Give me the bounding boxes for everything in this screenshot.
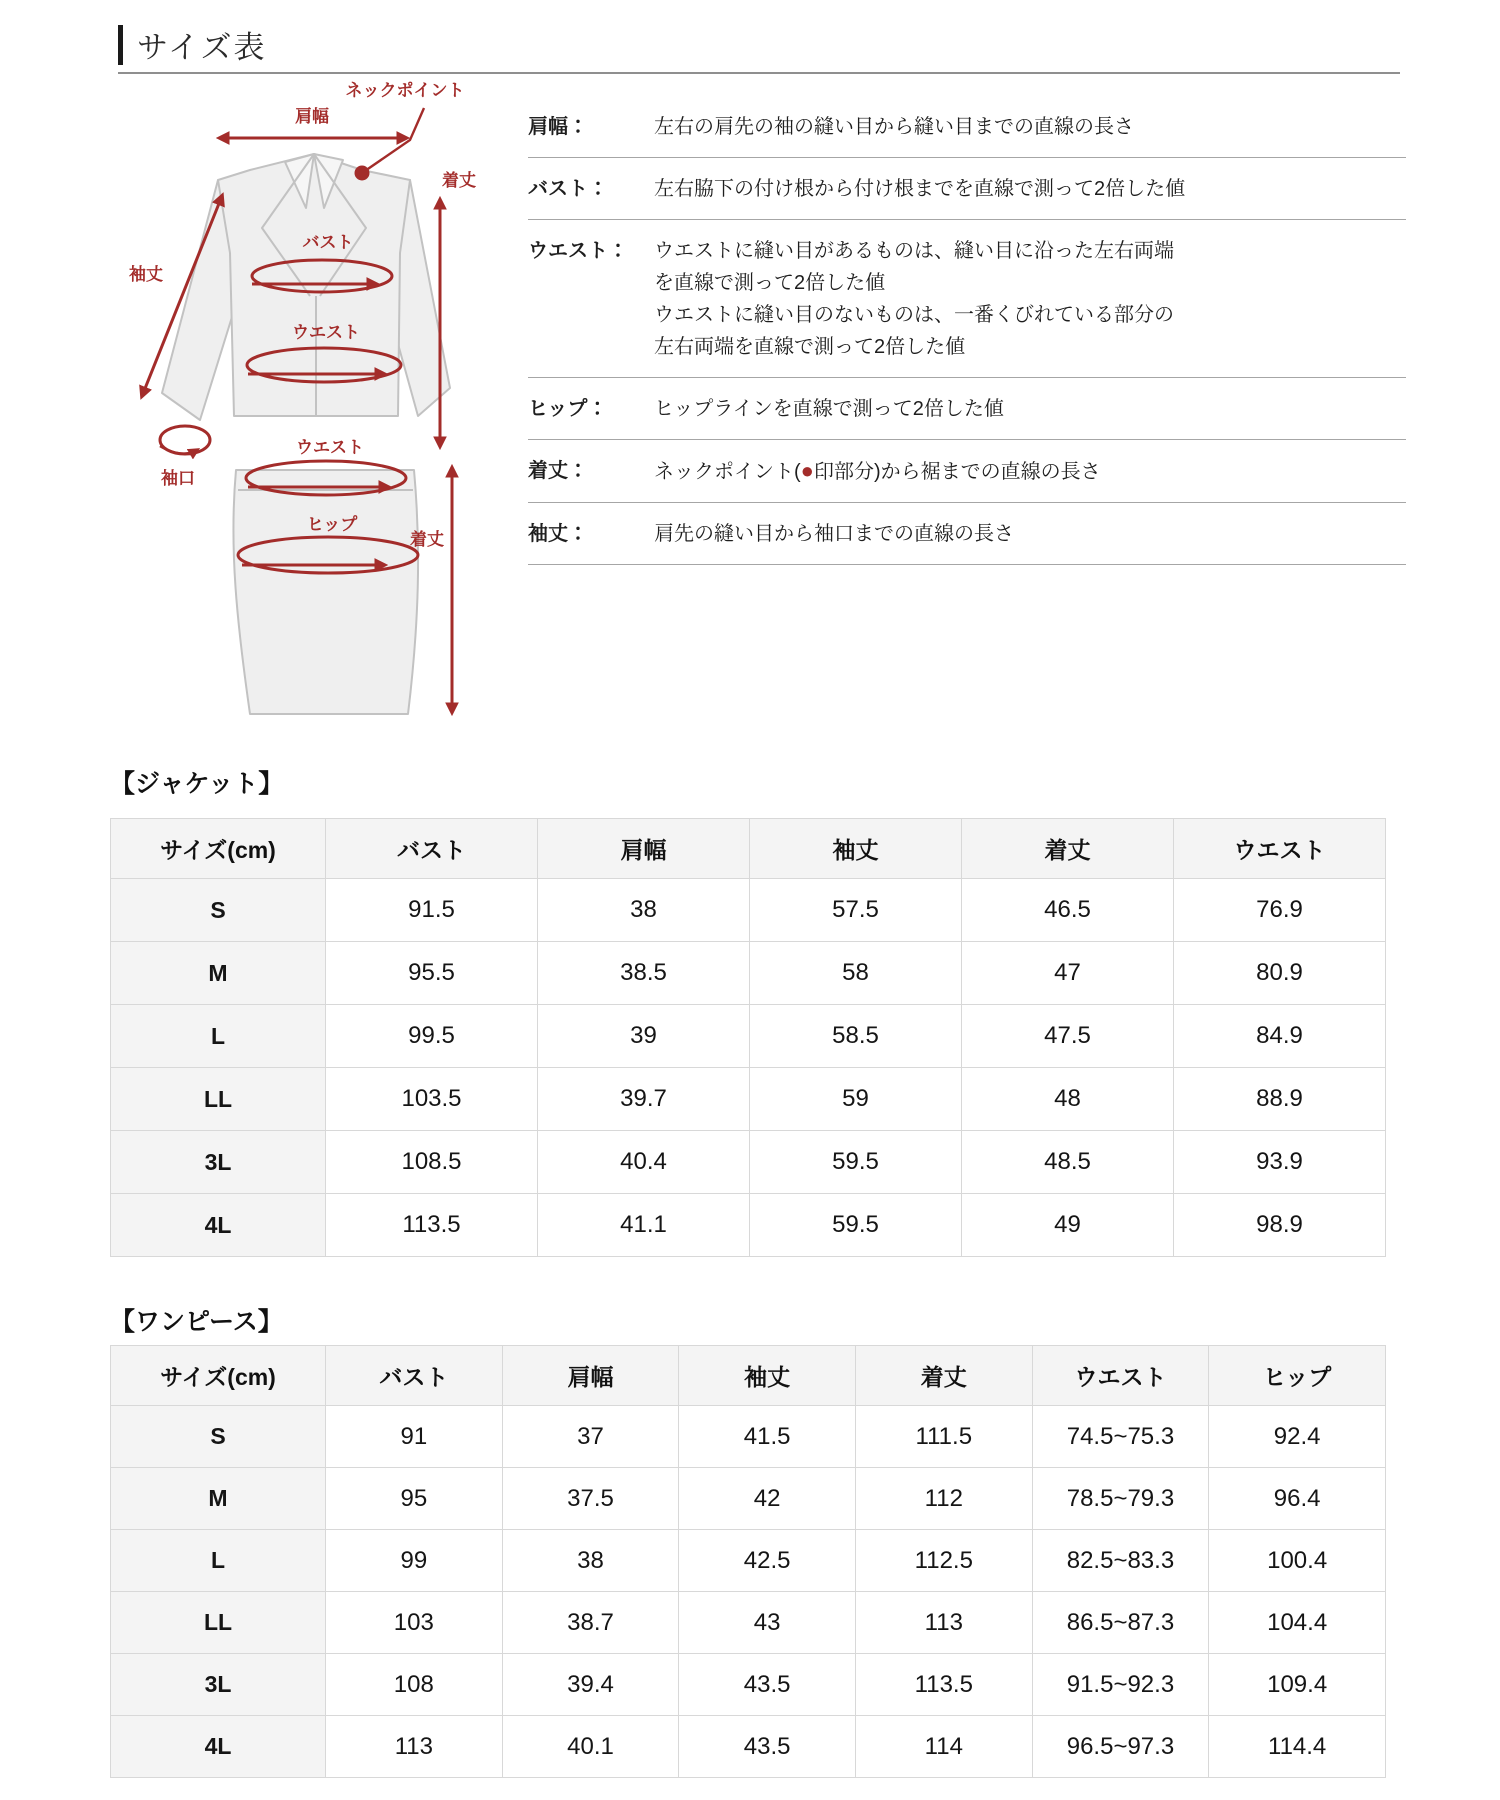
- definition-description: [654, 235, 1406, 363]
- value-cell: 40.4: [538, 1131, 750, 1194]
- title-divider: [118, 72, 1400, 74]
- value-cell: 48.5: [962, 1131, 1174, 1194]
- value-cell: 38: [502, 1530, 679, 1592]
- value-cell: 80.9: [1174, 942, 1386, 1005]
- table-row: [111, 1716, 1386, 1778]
- value-cell: 113: [855, 1592, 1032, 1654]
- definition-row: [528, 220, 1406, 378]
- value-cell: 100.4: [1209, 1530, 1386, 1592]
- definition-row: [528, 378, 1406, 440]
- definition-description: [654, 173, 1406, 205]
- neck-point-leader-line: [362, 108, 424, 173]
- value-cell: 38.5: [538, 942, 750, 1005]
- size-cell: L: [111, 1530, 326, 1592]
- value-cell: 59.5: [750, 1131, 962, 1194]
- jacket-length-label: 着丈: [442, 171, 476, 190]
- value-cell: 47.5: [962, 1005, 1174, 1068]
- value-cell: 93.9: [1174, 1131, 1386, 1194]
- definition-line: 左右の肩先の袖の縫い目から縫い目までの直線の長さ: [654, 116, 1134, 138]
- definition-line: ウエストに縫い目のないものは、一番くびれている部分の: [654, 304, 1174, 326]
- value-cell: 92.4: [1209, 1406, 1386, 1468]
- value-cell: 113.5: [326, 1194, 538, 1257]
- definition-line: 左右脇下の付け根から付け根までを直線で測って2倍した値: [654, 178, 1186, 200]
- table-header-cell: サイズ(cm): [111, 1346, 326, 1406]
- sleeve-length-label: 袖丈: [129, 265, 163, 284]
- value-cell: 74.5~75.3: [1032, 1406, 1209, 1468]
- table-row: [111, 942, 1386, 1005]
- value-cell: 114.4: [1209, 1716, 1386, 1778]
- size-cell: 4L: [111, 1716, 326, 1778]
- size-cell: M: [111, 1468, 326, 1530]
- table-row: [111, 1654, 1386, 1716]
- size-cell: S: [111, 879, 326, 942]
- value-cell: 42: [679, 1468, 856, 1530]
- value-cell: 82.5~83.3: [1032, 1530, 1209, 1592]
- definition-row: [528, 96, 1406, 158]
- size-cell: 4L: [111, 1194, 326, 1257]
- skirt-waist-label: ウエスト: [296, 438, 364, 457]
- table-row: [111, 1530, 1386, 1592]
- value-cell: 41.5: [679, 1406, 856, 1468]
- table-header-cell: 肩幅: [538, 819, 750, 879]
- size-cell: LL: [111, 1592, 326, 1654]
- size-cell: 3L: [111, 1654, 326, 1716]
- jacket-waist-label: ウエスト: [292, 323, 360, 342]
- bust-label: バスト: [302, 233, 354, 252]
- value-cell: 99.5: [326, 1005, 538, 1068]
- value-cell: 59.5: [750, 1194, 962, 1257]
- jacket-header-row: [111, 819, 1386, 879]
- table-row: [111, 1131, 1386, 1194]
- value-cell: 57.5: [750, 879, 962, 942]
- onepiece-section-title: 【ワンピース】: [110, 1308, 283, 1336]
- neck-point-label: ネックポイント: [345, 81, 465, 100]
- value-cell: 43: [679, 1592, 856, 1654]
- definition-line: 肩先の縫い目から袖口までの直線の長さ: [654, 523, 1014, 545]
- value-cell: 91: [326, 1406, 503, 1468]
- hip-label: ヒップ: [306, 515, 358, 534]
- value-cell: 95: [326, 1468, 503, 1530]
- onepiece-size-table: [110, 1345, 1386, 1778]
- value-cell: 96.5~97.3: [1032, 1716, 1209, 1778]
- size-cell: S: [111, 1406, 326, 1468]
- title-accent-bar: [118, 25, 123, 65]
- value-cell: 113.5: [855, 1654, 1032, 1716]
- table-row: [111, 1194, 1386, 1257]
- size-cell: LL: [111, 1068, 326, 1131]
- value-cell: 76.9: [1174, 879, 1386, 942]
- definition-term: ウエスト：: [528, 240, 628, 262]
- value-cell: 37.5: [502, 1468, 679, 1530]
- definition-description: [654, 393, 1406, 425]
- value-cell: 91.5: [326, 879, 538, 942]
- page-title: サイズ表: [137, 30, 267, 65]
- value-cell: 112: [855, 1468, 1032, 1530]
- definition-line: ヒップラインを直線で測って2倍した値: [654, 398, 1004, 420]
- cuff-label: 袖口: [161, 469, 195, 488]
- value-cell: 108: [326, 1654, 503, 1716]
- value-cell: 114: [855, 1716, 1032, 1778]
- definition-row: [528, 503, 1406, 565]
- value-cell: 37: [502, 1406, 679, 1468]
- value-cell: 112.5: [855, 1530, 1032, 1592]
- table-header-cell: バスト: [326, 1346, 503, 1406]
- shoulder-width-label: 肩幅: [295, 107, 329, 126]
- table-header-cell: バスト: [326, 819, 538, 879]
- value-cell: 47: [962, 942, 1174, 1005]
- size-diagram: [100, 78, 480, 738]
- value-cell: 58.5: [750, 1005, 962, 1068]
- jacket-size-table: [110, 818, 1386, 1257]
- definition-term: ヒップ：: [528, 398, 608, 420]
- value-cell: 43.5: [679, 1654, 856, 1716]
- definition-line: ネックポイント(●印部分)から裾までの直線の長さ: [654, 458, 1101, 483]
- value-cell: 103.5: [326, 1068, 538, 1131]
- table-row: [111, 1406, 1386, 1468]
- skirt-length-label: 着丈: [410, 530, 444, 549]
- value-cell: 108.5: [326, 1131, 538, 1194]
- value-cell: 96.4: [1209, 1468, 1386, 1530]
- value-cell: 78.5~79.3: [1032, 1468, 1209, 1530]
- table-header-cell: 袖丈: [679, 1346, 856, 1406]
- size-cell: L: [111, 1005, 326, 1068]
- value-cell: 113: [326, 1716, 503, 1778]
- value-cell: 103: [326, 1592, 503, 1654]
- definition-line: ウエストに縫い目があるものは、縫い目に沿った左右両端: [654, 240, 1174, 262]
- table-row: [111, 1005, 1386, 1068]
- definition-description: [654, 518, 1406, 550]
- definition-term: 袖丈：: [528, 523, 588, 545]
- value-cell: 39: [538, 1005, 750, 1068]
- value-cell: 86.5~87.3: [1032, 1592, 1209, 1654]
- definition-line: を直線で測って2倍した値: [654, 272, 886, 294]
- page-header: [118, 22, 267, 67]
- definition-line: 左右両端を直線で測って2倍した値: [654, 336, 966, 358]
- table-header-cell: サイズ(cm): [111, 819, 326, 879]
- value-cell: 49: [962, 1194, 1174, 1257]
- value-cell: 95.5: [326, 942, 538, 1005]
- onepiece-header-row: [111, 1346, 1386, 1406]
- definition-description: [654, 455, 1406, 488]
- value-cell: 98.9: [1174, 1194, 1386, 1257]
- value-cell: 38: [538, 879, 750, 942]
- table-header-cell: 着丈: [962, 819, 1174, 879]
- value-cell: 109.4: [1209, 1654, 1386, 1716]
- definition-row: [528, 440, 1406, 503]
- value-cell: 39.7: [538, 1068, 750, 1131]
- definition-row: [528, 158, 1406, 220]
- table-header-cell: 着丈: [855, 1346, 1032, 1406]
- skirt-outline: [233, 470, 418, 714]
- table-row: [111, 1592, 1386, 1654]
- size-cell: 3L: [111, 1131, 326, 1194]
- value-cell: 42.5: [679, 1530, 856, 1592]
- value-cell: 38.7: [502, 1592, 679, 1654]
- table-row: [111, 1468, 1386, 1530]
- definition-term: 肩幅：: [528, 116, 588, 138]
- value-cell: 91.5~92.3: [1032, 1654, 1209, 1716]
- value-cell: 84.9: [1174, 1005, 1386, 1068]
- neck-point-dot-glyph: ●: [800, 458, 814, 483]
- value-cell: 48: [962, 1068, 1174, 1131]
- value-cell: 58: [750, 942, 962, 1005]
- value-cell: 46.5: [962, 879, 1174, 942]
- table-row: [111, 1068, 1386, 1131]
- definition-term: 着丈：: [528, 460, 588, 482]
- neck-point-dot: [355, 166, 370, 181]
- table-row: [111, 879, 1386, 942]
- value-cell: 59: [750, 1068, 962, 1131]
- value-cell: 111.5: [855, 1406, 1032, 1468]
- value-cell: 99: [326, 1530, 503, 1592]
- value-cell: 39.4: [502, 1654, 679, 1716]
- table-header-cell: 袖丈: [750, 819, 962, 879]
- size-diagram-svg: [100, 78, 480, 738]
- definition-term: バスト：: [528, 178, 608, 200]
- value-cell: 41.1: [538, 1194, 750, 1257]
- value-cell: 104.4: [1209, 1592, 1386, 1654]
- value-cell: 43.5: [679, 1716, 856, 1778]
- jacket-section-title: 【ジャケット】: [110, 770, 284, 798]
- value-cell: 88.9: [1174, 1068, 1386, 1131]
- table-header-cell: ヒップ: [1209, 1346, 1386, 1406]
- definitions-list: [528, 96, 1406, 565]
- table-header-cell: ウエスト: [1174, 819, 1386, 879]
- value-cell: 40.1: [502, 1716, 679, 1778]
- table-header-cell: ウエスト: [1032, 1346, 1209, 1406]
- table-header-cell: 肩幅: [502, 1346, 679, 1406]
- size-cell: M: [111, 942, 326, 1005]
- definition-description: [654, 111, 1406, 143]
